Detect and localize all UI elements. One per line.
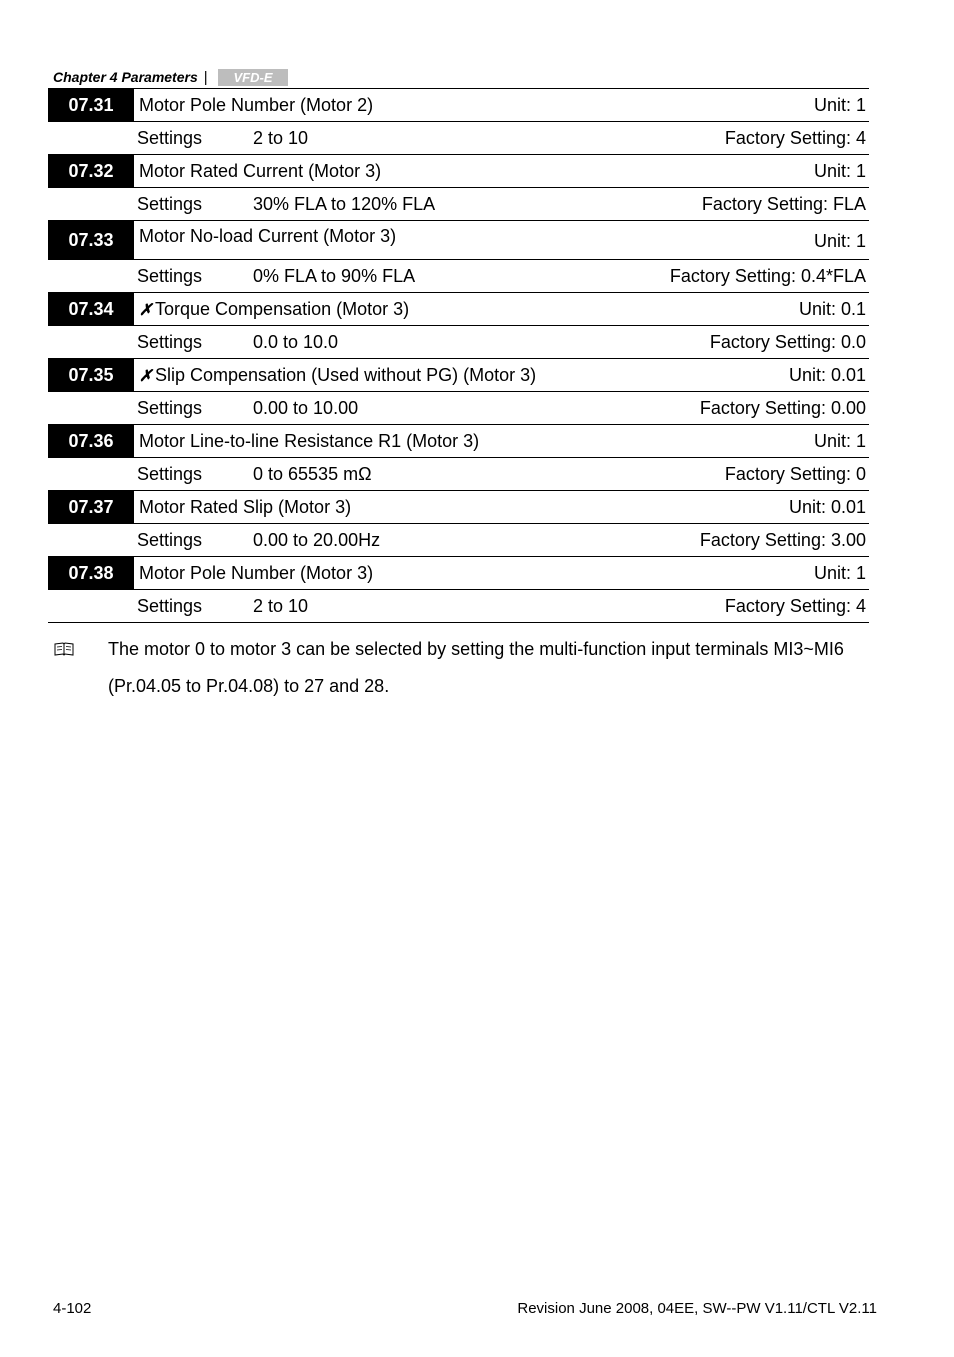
parameter-code: 07.36 xyxy=(48,425,134,457)
parameter-unit: Unit: 0.01 xyxy=(788,496,866,517)
parameter-unit: Unit: 1 xyxy=(813,160,866,181)
parameter-name: Motor Rated Current (Motor 3) xyxy=(139,160,382,181)
parameter-name-cell xyxy=(134,365,789,386)
settings-range: 0.00 to 20.00Hz xyxy=(253,529,381,550)
parameter-code: 07.32 xyxy=(48,155,134,187)
revision-info: Revision June 2008, 04EE, SW--PW V1.11/CTL V2.11 xyxy=(517,1300,877,1317)
settings-range: 0.00 to 10.00 xyxy=(253,397,359,418)
page-header xyxy=(53,66,288,88)
parameter-code: 07.34 xyxy=(48,293,134,325)
settings-label: Settings xyxy=(137,265,203,286)
parameter-settings-row xyxy=(48,326,869,359)
settings-range: 0 to 65535 mΩ xyxy=(253,463,372,484)
factory-setting: Factory Setting: 0.00 xyxy=(699,397,866,418)
parameter-name: Motor Pole Number (Motor 3) xyxy=(139,562,374,583)
factory-setting: Factory Setting: FLA xyxy=(701,193,866,214)
page-number: 4-102 xyxy=(53,1300,92,1317)
parameter-name: Motor No-load Current (Motor 3) xyxy=(139,226,397,246)
parameter-name: Slip Compensation (Used without PG) (Motor 3) xyxy=(155,364,537,385)
settings-label: Settings xyxy=(137,529,203,550)
settings-range: 0.0 to 10.0 xyxy=(253,331,339,352)
parameter-name: Torque Compensation (Motor 3) xyxy=(155,298,410,319)
parameter-header-row xyxy=(48,491,869,524)
parameter-name-cell xyxy=(134,299,799,320)
factory-setting: Factory Setting: 0 xyxy=(724,463,866,484)
note-text-line1: The motor 0 to motor 3 can be selected by setting the multi-function input terminals MI3~MI6 xyxy=(108,639,844,659)
parameter-unit: Unit: 1 xyxy=(813,231,866,251)
settings-range: 0% FLA to 90% FLA xyxy=(253,265,416,286)
settings-label: Settings xyxy=(137,127,203,148)
parameter-name-cell xyxy=(134,221,814,247)
settings-range: 2 to 10 xyxy=(253,127,309,148)
run-change-flag-icon: ✗ xyxy=(139,301,153,319)
parameter-name-cell xyxy=(134,563,814,584)
parameter-code: 07.37 xyxy=(48,491,134,523)
parameter-code: 07.33 xyxy=(48,221,134,259)
factory-setting: Factory Setting: 3.00 xyxy=(699,529,866,550)
parameter-code: 07.38 xyxy=(48,557,134,589)
settings-label: Settings xyxy=(137,193,203,214)
run-change-flag-icon: ✗ xyxy=(139,367,153,385)
svg-text:VFD-E: VFD-E xyxy=(233,69,273,85)
parameter-settings-row xyxy=(48,260,869,293)
parameter-table xyxy=(48,88,869,623)
parameter-unit: Unit: 1 xyxy=(813,430,866,451)
header-separator: | xyxy=(203,68,208,86)
parameter-header-row xyxy=(48,293,869,326)
note-text-line2: (Pr.04.05 to Pr.04.08) to 27 and 28. xyxy=(108,676,390,696)
parameter-name-cell xyxy=(134,95,814,116)
vfd-e-logo xyxy=(218,69,288,86)
parameter-name-cell xyxy=(134,497,789,518)
parameter-name: Motor Rated Slip (Motor 3) xyxy=(139,496,352,517)
parameter-unit: Unit: 0.1 xyxy=(798,298,866,319)
factory-setting: Factory Setting: 0.0 xyxy=(709,331,866,352)
parameter-settings-row xyxy=(48,590,869,623)
parameter-header-row xyxy=(48,359,869,392)
parameter-header-row xyxy=(48,425,869,458)
factory-setting: Factory Setting: 0.4*FLA xyxy=(669,265,866,286)
parameter-code: 07.35 xyxy=(48,359,134,391)
factory-setting: Factory Setting: 4 xyxy=(724,127,866,148)
chapter-title: Chapter 4 Parameters xyxy=(53,69,198,85)
parameter-code: 07.31 xyxy=(48,89,134,121)
parameter-name: Motor Pole Number (Motor 2) xyxy=(139,94,374,115)
parameter-settings-row xyxy=(48,458,869,491)
parameter-name-cell xyxy=(134,431,814,452)
parameter-unit: Unit: 0.01 xyxy=(788,364,866,385)
parameter-unit: Unit: 1 xyxy=(813,562,866,583)
book-icon xyxy=(54,642,74,656)
settings-range: 2 to 10 xyxy=(253,595,309,616)
parameter-settings-row xyxy=(48,122,869,155)
parameter-header-row xyxy=(48,155,869,188)
settings-label: Settings xyxy=(137,331,203,352)
parameter-name-cell xyxy=(134,161,814,182)
parameter-header-row xyxy=(48,557,869,590)
settings-label: Settings xyxy=(137,595,203,616)
parameter-name: Motor Line-to-line Resistance R1 (Motor 3) xyxy=(139,430,480,451)
settings-label: Settings xyxy=(137,397,203,418)
parameter-unit: Unit: 1 xyxy=(813,94,866,115)
factory-setting: Factory Setting: 4 xyxy=(724,595,866,616)
parameter-settings-row xyxy=(48,524,869,557)
parameter-settings-row xyxy=(48,188,869,221)
parameter-settings-row xyxy=(48,392,869,425)
settings-range: 30% FLA to 120% FLA xyxy=(253,193,436,214)
parameter-header-row xyxy=(48,221,869,260)
settings-label: Settings xyxy=(137,463,203,484)
parameter-header-row xyxy=(48,89,869,122)
